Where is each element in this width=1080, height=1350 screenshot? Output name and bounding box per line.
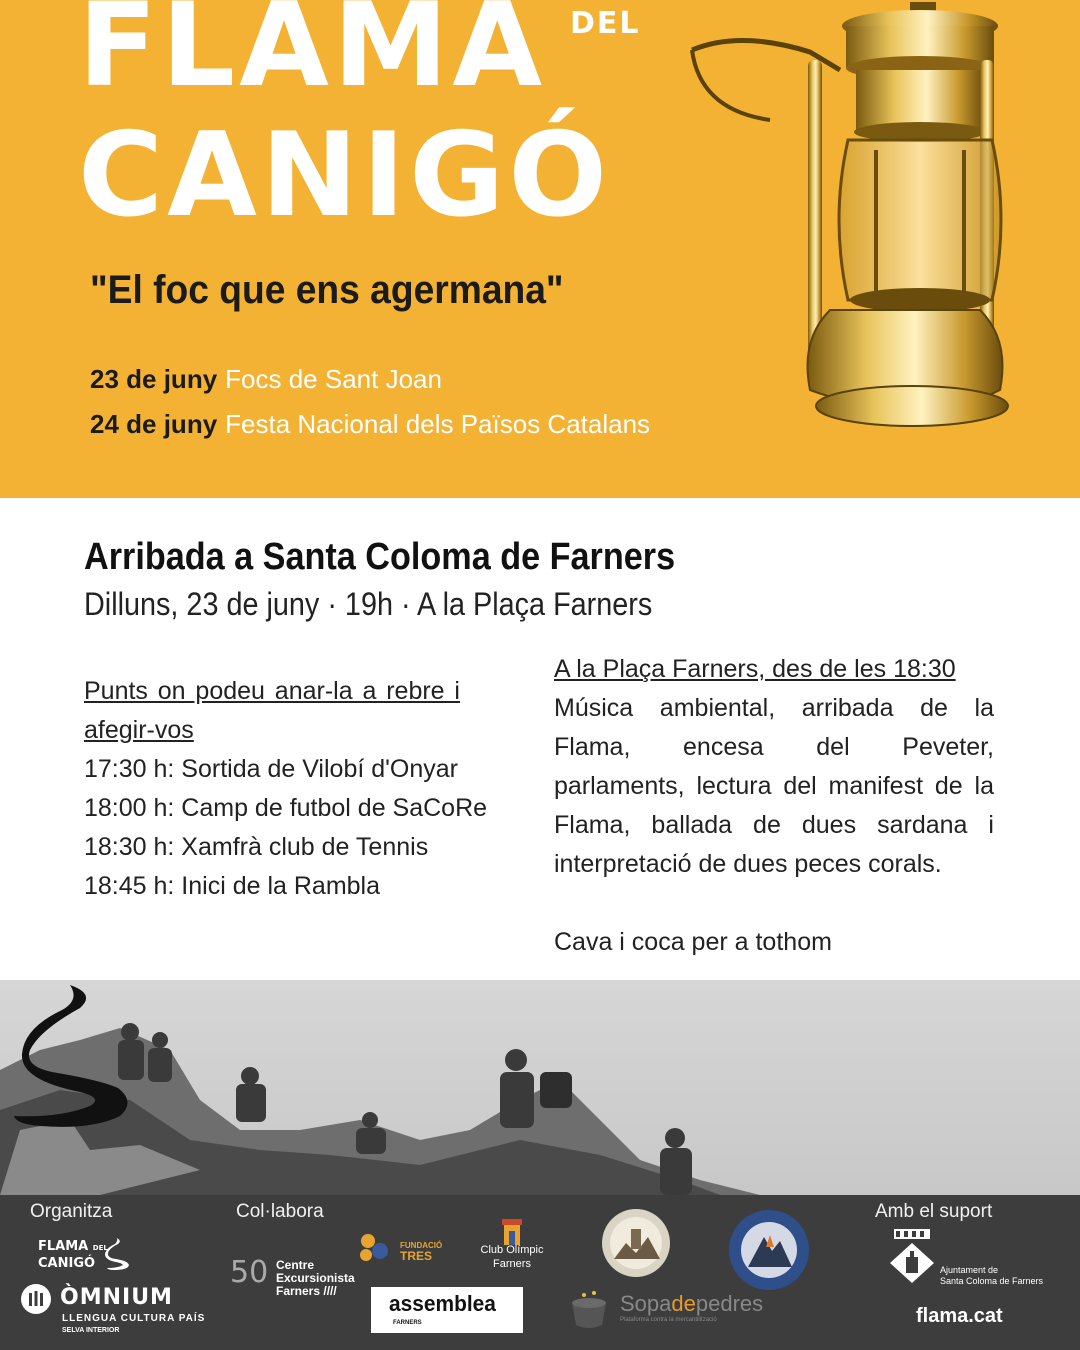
sopa-text [620,1291,763,1317]
sant-coloma-peu-badge [600,1207,672,1279]
lantern-image [680,0,1010,440]
plaza-program-body: Música ambiental, arribada de la Flama, encesa del Peveter, parlaments, lectura del manifest de la Flama, ballada de dues sardana i interpretació de dues peces corals. [554,694,994,878]
tres-line1: FUNDACIÓ [400,1241,443,1250]
hikers-photo-graphic [0,980,1080,1195]
sponsors-footer [0,1195,1080,1350]
meeting-points-heading: Punts on podeu anar-la a rebre i afegir-vos [84,677,460,744]
collabora-label: Col·labora [236,1201,324,1222]
flama-logo-del: DEL [92,1244,108,1252]
schedule-item: 18:45 h: Inici de la Rambla [84,872,381,900]
ajunt-line1: Ajuntament de [940,1265,999,1275]
coat-of-arms-icon [886,1229,938,1301]
flama-canigo-logo [38,1239,108,1271]
club-line2: Farners [493,1258,531,1270]
poster-header [0,0,1080,498]
plaza-program-heading: A la Plaça Farners, des de les 18:30 [554,655,956,683]
date-1-text: Focs de Sant Joan [225,364,442,394]
omnium-icon [20,1283,52,1315]
club-text [472,1243,552,1271]
sardanista-badge [726,1207,812,1293]
title-del: DEL [570,6,641,41]
title-flama: FLAMA [78,0,547,113]
omnium-logo [20,1283,206,1334]
cava-note: Cava i coca per a tothom [554,928,832,956]
sopa-sub: Plataforma contra la mercantilització [620,1317,717,1323]
date-2-text: Festa Nacional dels Països Catalans [225,409,651,439]
ce-text [276,1259,355,1298]
omnium-name: ÒMNIUM [60,1285,173,1310]
event-title: Arribada a Santa Coloma de Farners [84,536,676,578]
ajuntament-logo [886,1229,1044,1306]
plaza-program-section [554,650,994,962]
sopa-de: de [671,1291,696,1316]
club-tower-icon [498,1213,526,1247]
ce-line3: Farners //// [276,1284,337,1298]
pot-icon [566,1285,612,1331]
schedule-item: 18:30 h: Xamfrà club de Tennis [84,833,429,861]
ajunt-line2: Santa Coloma de Farners [940,1276,1044,1286]
hikers-photo [0,980,1080,1195]
club-line1: Club Olímpic [480,1244,544,1256]
tres-line2: TRES [400,1249,433,1263]
ce-line1: Centre [276,1258,315,1272]
sopa-post: pedres [695,1291,764,1316]
sopa-de-pedres-logo [566,1285,764,1336]
slogan: "El foc que ens agermana" [90,268,564,312]
date-1: 23 de juny [90,364,218,394]
organitza-label: Organitza [30,1201,113,1222]
omnium-subtitle-2: SELVA INTERIOR [62,1327,120,1334]
flama-logo-line2: CANIGÓ [38,1256,96,1271]
flama-s-logo [0,980,140,1130]
date-2: 24 de juny [90,409,218,439]
ajuntament-text [940,1265,1043,1287]
meeting-points-section [84,672,488,906]
event-subtitle: Dilluns, 23 de juny · 19h · A la Plaça Farners [84,586,653,622]
schedule-item: 18:00 h: Camp de futbol de SaCoRe [84,794,488,822]
ce-fifty: 50 [230,1255,269,1290]
flama-logo-line1: FLAMA [38,1239,89,1254]
date-line-2 [90,409,650,440]
title-canigo: CANIGÓ [78,108,611,243]
fundacio-tres-icon [356,1231,396,1265]
flama-s-small-icon [102,1237,132,1271]
schedule-item: 17:30 h: Sortida de Vilobí d'Onyar [84,755,458,783]
flama-cat-website: flama.cat [916,1305,1003,1327]
omnium-subtitle: LLENGUA CULTURA PAÍS [62,1313,206,1324]
fundacio-tres-text [400,1241,442,1261]
assemblea-sub: FARNERS [393,1320,422,1326]
sopa-pre: Sopa [620,1291,672,1316]
date-line-1 [90,364,442,395]
ce-line2: Excursionista [276,1271,355,1285]
assemblea-logo [371,1287,523,1333]
suport-label: Amb el suport [875,1201,993,1222]
fundacio-tres-logo [356,1231,443,1270]
assemblea-name: assemblea [389,1291,496,1316]
